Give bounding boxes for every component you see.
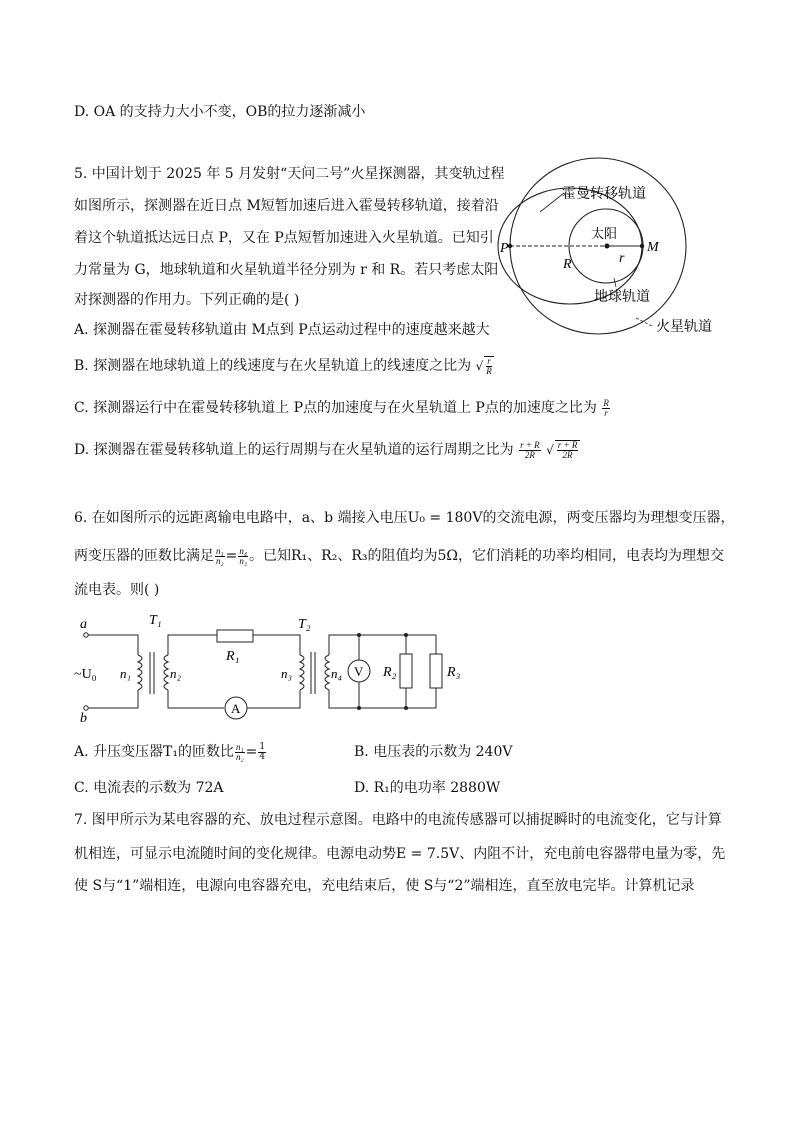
ammeter-label: A <box>231 701 241 716</box>
t1-label: T₁ <box>149 613 162 628</box>
q5-option-a: A. 探测器在霍曼转移轨道由 M点到 P点运动过程中的速度越来越大 <box>74 322 490 338</box>
terminal-a: a <box>80 617 87 632</box>
t1-secondary-coil <box>164 655 168 690</box>
q6-option-b: B. 电压表的示数为 240V <box>354 744 513 760</box>
n1-label: n₁ <box>120 666 132 681</box>
radius-r-label: r <box>619 251 625 266</box>
source-label: ~U₀ <box>74 667 97 682</box>
r1-label: R₁ <box>226 649 240 664</box>
earth-orbit-label: 地球轨道 <box>594 290 650 305</box>
point-p-label: P <box>500 241 509 256</box>
q4-option-d: D. OA 的支持力大小不变，OB的拉力逐渐减小 <box>74 104 366 120</box>
resistor-r3 <box>430 654 442 688</box>
point-m-label: M <box>647 240 659 255</box>
q5-option-d: D. 探测器在霍曼转移轨道上的运行周期与在火星轨道的运行周期之比为 $\frac{r + R}{2R}$ √ $\frac{r + R}{2R}$ <box>74 440 581 460</box>
q6-stem-line2: 两变压器的匝数比满足 $\frac{\text{n₁}}{\text{n₂}}$ = $\frac{\text{n₄}}{\text{n₃}}$ 。已知R₁、R₂、R₃的阻值均为5Ω，它们消耗的功率均相同，电表均为理想交 <box>74 545 724 566</box>
q6-option-c: C. 电流表的示数为 72A <box>74 780 224 796</box>
q6-stem-line1: 6. 在如图所示的远距离输电电路中，a、b 端接入电压U₀ = 180V的交流电源，两变压器均为理想变压器， <box>74 510 735 526</box>
r2-label: R₂ <box>383 665 397 680</box>
terminal-b: b <box>80 711 87 726</box>
q5-stem-line4: 力常量为 G，地球轨道和火星轨道半径分别为 r 和 R。若只考虑太阳 <box>74 262 499 278</box>
mars-orbit-leader <box>636 318 652 326</box>
t2-primary-coil <box>300 655 304 690</box>
mars-orbit-label: 火星轨道 <box>656 320 712 335</box>
q7-stem-line3: 使 S与“1”端相连，电源向电容器充电，充电结束后，使 S与“2”端相连，直至放电完毕。计算机记录 <box>74 878 695 894</box>
resistor-r1 <box>217 630 253 642</box>
t2-label: T₂ <box>298 617 311 632</box>
voltmeter-label: V <box>354 664 364 679</box>
sun-label: 太阳 <box>591 226 618 241</box>
q5-stem-line3: 着这个轨道抵达远日点 P，又在 P点短暂加速进入火星轨道。已知引 <box>74 230 494 246</box>
q6-option-d: D. R₁的电功率 2880W <box>354 780 501 796</box>
q5-option-c: C. 探测器运行中在霍曼转移轨道上 P点的加速度与在火星轨道上 P点的加速度之比为 $\frac{R}{r}$ <box>74 397 609 418</box>
radius-R-label: R <box>563 257 572 272</box>
n4-label: n₄ <box>331 666 343 681</box>
resistor-r2 <box>400 654 412 688</box>
orbit-diagram <box>500 160 736 340</box>
circuit-diagram <box>70 610 480 730</box>
t1-primary-coil <box>138 655 142 690</box>
q5-stem-line1: 5. 中国计划于 2025 年 5 月发射“天问二号”火星探测器，其变轨过程 <box>74 166 505 182</box>
hohmann-leader <box>540 193 564 212</box>
hohmann-label: 霍曼转移轨道 <box>562 187 646 202</box>
t2-secondary-coil <box>325 655 329 690</box>
q6-option-a: A. 升压变压器T₁的匝数比 $\frac{\text{n₁}}{\text{n₂}}$ = $\frac{1}{4}$ <box>74 741 266 762</box>
q5-stem-line5: 对探测器的作用力。下列正确的是( ) <box>74 292 300 308</box>
n2-label: n₂ <box>170 666 182 681</box>
q6-stem-line3: 流电表。则( ) <box>74 582 160 598</box>
n3-label: n₃ <box>281 666 293 681</box>
q5-stem-line2: 如图所示，探测器在近日点 M短暂加速后进入霍曼转移轨道，接着沿 <box>74 198 499 214</box>
r3-label: R₃ <box>447 665 461 680</box>
q7-stem-line1: 7. 图甲所示为某电容器的充、放电过程示意图。电路中的电流传感器可以捕捉瞬时的电流变化，它与计算 <box>74 812 722 828</box>
q5-option-b: B. 探测器在地球轨道上的线速度与在火星轨道上的线速度之比为 √ $\frac{r}{R}$ <box>74 356 495 376</box>
q7-stem-line2: 机相连，可显示电流随时间的变化规律。电源电动势E = 7.5V、内阻不计，充电前电容器带电量为零，先 <box>74 846 726 862</box>
